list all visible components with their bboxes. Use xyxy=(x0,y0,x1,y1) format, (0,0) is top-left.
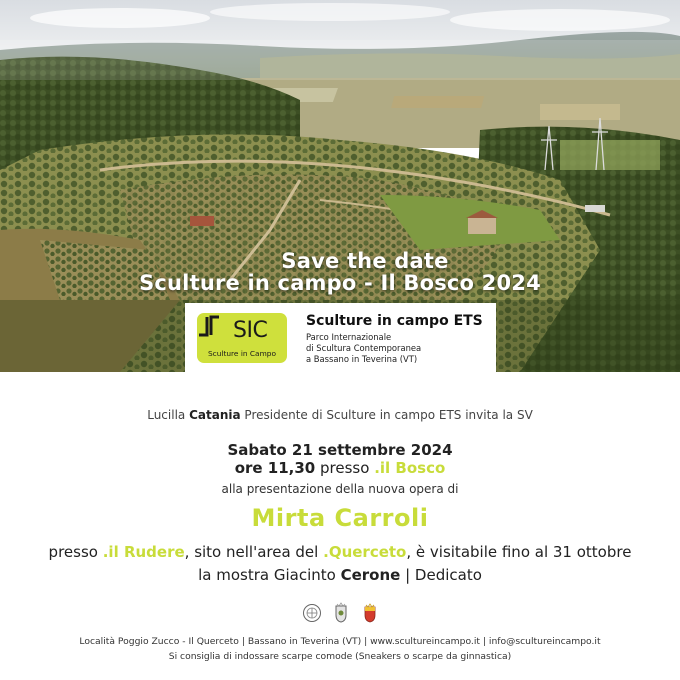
presentation-text: alla presentazione della nuova opera di xyxy=(221,482,459,496)
event-time: ore 11,30 xyxy=(234,459,316,477)
province-crest-icon xyxy=(360,602,380,624)
exhibition-rudere: .il Rudere xyxy=(102,543,185,561)
sic-logo-badge xyxy=(197,313,287,363)
exhibition-line-2 xyxy=(0,566,680,584)
exhibition-querceto: .Querceto xyxy=(323,543,407,561)
municipal-emblem-icon xyxy=(331,602,351,624)
exhibition-line2-start: la mostra Giacinto xyxy=(198,566,336,584)
president-first-name: Lucilla xyxy=(147,408,186,422)
event-date: Sabato 21 settembre 2024 xyxy=(227,441,453,459)
organization-line-3: a Bassano in Teverina (VT) xyxy=(306,354,418,364)
sic-logo-text: SIC xyxy=(233,318,268,343)
invitation-line xyxy=(0,408,680,422)
exhibition-mid: , sito nell'area del xyxy=(184,543,319,561)
regional-emblem-icon xyxy=(302,602,322,624)
organization-line-1: Parco Internazionale xyxy=(306,332,392,342)
patron-emblems xyxy=(0,602,680,626)
artist-name: Mirta Carroli xyxy=(251,504,429,532)
exhibition-line-1 xyxy=(0,543,680,561)
invitation-text: Presidente di Sculture in campo ETS invita la SV xyxy=(244,408,533,422)
president-last-name: Catania xyxy=(189,408,241,422)
save-the-date-heading: Save the date xyxy=(281,249,449,273)
exhibition-presso: presso xyxy=(48,543,98,561)
sic-logo-subtitle: Sculture in Campo xyxy=(207,349,277,358)
event-time-line xyxy=(0,459,680,477)
exhibition-end: , è visitabile fino al 31 ottobre xyxy=(406,543,632,561)
footer-address: Località Poggio Zucco - Il Querceto | Bassano in Teverina (VT) | www.scultureincampo.it | info@scultureincampo.it xyxy=(79,636,601,647)
organization-name: Sculture in campo ETS xyxy=(306,313,483,329)
exhibition-line2-end: | Dedicato xyxy=(405,566,482,584)
footer-advice: Si consiglia di indossare scarpe comode (Sneakers o scarpe da ginnastica) xyxy=(168,651,512,662)
organization-line-2: di Scultura Contemporanea xyxy=(306,343,422,353)
event-place: .il Bosco xyxy=(374,459,446,477)
exhibition-cerone: Cerone xyxy=(340,566,401,584)
event-time-presso: presso xyxy=(320,459,370,477)
event-title-heading: Sculture in campo - Il Bosco 2024 xyxy=(139,271,541,295)
organization-logo-box xyxy=(185,303,496,372)
